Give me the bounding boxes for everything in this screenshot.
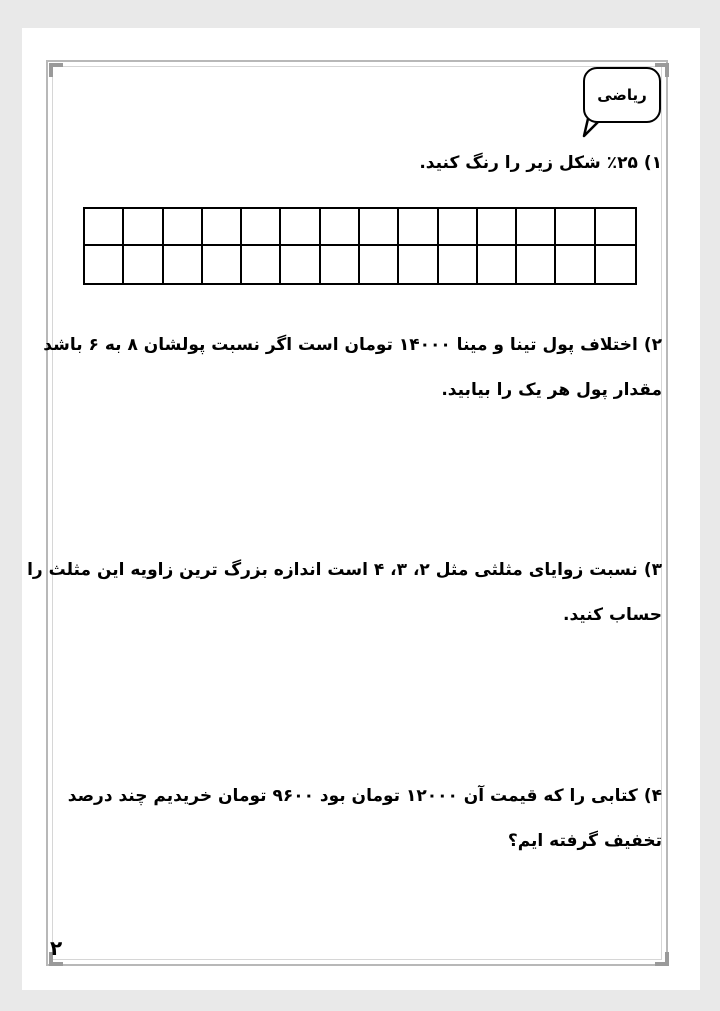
question-text: کتابی را که قیمت آن ۱۲۰۰۰ تومان بود ۹۶۰۰ تومان خریدیم چند درصد (67, 786, 638, 806)
grid-cell[interactable] (478, 246, 517, 283)
grid-cell[interactable] (517, 246, 556, 283)
grid-cell[interactable] (164, 246, 203, 283)
question-2-continued (441, 380, 662, 400)
grid-cell[interactable] (321, 246, 360, 283)
grid-cell[interactable] (360, 209, 399, 246)
grid-cell[interactable] (556, 209, 595, 246)
grid-cell[interactable] (321, 209, 360, 246)
subject-title: ریاضی (597, 86, 647, 104)
question-3 (27, 560, 662, 580)
page-border-inner (52, 66, 662, 960)
question-text: مقدار پول هر یک را بیابید. (441, 380, 662, 400)
grid-cell[interactable] (399, 209, 438, 246)
grid-cell[interactable] (85, 209, 124, 246)
question-text: حساب کنید. (563, 605, 662, 625)
question-number: ۲) (643, 335, 662, 355)
question-number: ۴) (643, 786, 662, 806)
question-text: ٪۲۵ شکل زیر را رنگ کنید. (419, 153, 638, 173)
grid-cell[interactable] (439, 209, 478, 246)
page-number: ۲ (50, 936, 63, 960)
grid-cell[interactable] (124, 209, 163, 246)
grid-cell[interactable] (556, 246, 595, 283)
question-number: ۳) (643, 560, 662, 580)
question-1 (419, 153, 662, 173)
question-number: ۱) (643, 153, 662, 173)
corner-ornament (655, 952, 669, 966)
grid-cell[interactable] (517, 209, 556, 246)
grid-cell[interactable] (360, 246, 399, 283)
grid-cell[interactable] (596, 209, 635, 246)
grid-cell[interactable] (596, 246, 635, 283)
grid-cell[interactable] (242, 209, 281, 246)
grid-cell[interactable] (399, 246, 438, 283)
grid-cell[interactable] (124, 246, 163, 283)
corner-ornament (49, 63, 63, 77)
question-2 (43, 335, 662, 355)
grid-cell[interactable] (242, 246, 281, 283)
grid-cell[interactable] (85, 246, 124, 283)
question-4 (68, 786, 662, 806)
question-text: اختلاف پول تینا و مینا ۱۴۰۰۰ تومان است اگر نسبت پولشان ۸ به ۶ باشد (43, 335, 638, 355)
question-4-continued (508, 831, 662, 851)
grid-cell[interactable] (203, 209, 242, 246)
question-3-continued (563, 605, 662, 625)
grid-cell[interactable] (478, 209, 517, 246)
subject-bubble (583, 67, 661, 123)
grid-cell[interactable] (439, 246, 478, 283)
question-text: تخفیف گرفته ایم؟ (507, 831, 662, 851)
grid-cell[interactable] (281, 209, 320, 246)
grid-cell[interactable] (203, 246, 242, 283)
question-text: نسبت زوایای مثلثی مثل ۲، ۳، ۴ است اندازه بزرگ ترین زاویه این مثلث را (27, 560, 638, 580)
grid-cell[interactable] (164, 209, 203, 246)
shading-grid (83, 207, 637, 285)
grid-cell[interactable] (281, 246, 320, 283)
